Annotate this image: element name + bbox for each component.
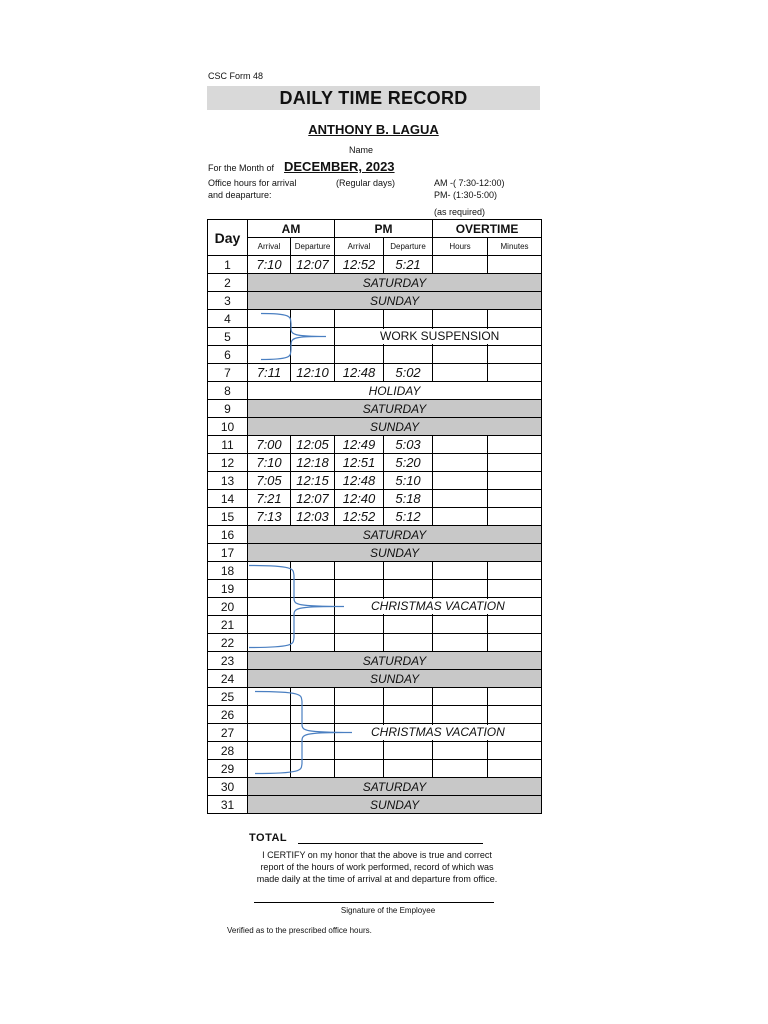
day-cell: 14 <box>208 490 248 508</box>
month-label: For the Month of <box>208 163 275 173</box>
certification-line-2: report of the hours of work performed, record of which was <box>260 862 494 872</box>
pm-arrival-cell: 12:48 <box>335 472 384 490</box>
day-status-cell: SUNDAY <box>248 292 542 310</box>
pm-arrival-cell <box>335 634 384 652</box>
office-hours-label-1: Office hours for arrival <box>208 178 297 188</box>
overtime-hours-cell <box>433 706 488 724</box>
day-cell: 12 <box>208 454 248 472</box>
pm-departure-header: Departure <box>384 238 433 256</box>
header-row-sub <box>208 238 542 256</box>
am-arrival-cell <box>248 562 291 580</box>
pm-departure-cell <box>384 580 433 598</box>
overtime-minutes-cell <box>488 346 542 364</box>
am-arrival-cell <box>248 634 291 652</box>
day-cell: 4 <box>208 310 248 328</box>
pm-departure-cell <box>384 634 433 652</box>
pm-departure-cell: 5:18 <box>384 490 433 508</box>
overtime-minutes-cell <box>488 562 542 580</box>
table-row <box>208 634 542 652</box>
day-cell: 21 <box>208 616 248 634</box>
total-label: TOTAL <box>249 832 288 844</box>
am-departure-cell <box>291 580 335 598</box>
pm-departure-cell <box>384 760 433 778</box>
pm-arrival-cell <box>335 310 384 328</box>
day-status-cell: SATURDAY <box>248 778 542 796</box>
as-required-label: (as required) <box>434 207 486 217</box>
am-arrival-cell <box>248 346 291 364</box>
overtime-minutes-cell <box>488 508 542 526</box>
table-row <box>208 616 542 634</box>
am-departure-cell: 12:18 <box>291 454 335 472</box>
overtime-hours-cell <box>433 508 488 526</box>
day-cell: 2 <box>208 274 248 292</box>
day-status-cell: HOLIDAY <box>248 382 542 400</box>
pm-arrival-cell: 12:52 <box>335 508 384 526</box>
day-cell: 1 <box>208 256 248 274</box>
day-cell: 15 <box>208 508 248 526</box>
table-row <box>208 706 542 724</box>
table-row <box>208 526 542 544</box>
signature-label: Signature of the Employee <box>340 906 436 915</box>
day-cell: 7 <box>208 364 248 382</box>
page-title: DAILY TIME RECORD <box>207 86 540 110</box>
am-arrival-cell: 7:11 <box>248 364 291 382</box>
day-cell: 9 <box>208 400 248 418</box>
table-row <box>208 418 542 436</box>
overtime-hours-header: Hours <box>433 238 488 256</box>
pm-arrival-cell: 12:49 <box>335 436 384 454</box>
day-status-cell: SUNDAY <box>248 670 542 688</box>
pm-arrival-cell <box>335 706 384 724</box>
christmas-vacation-note-2: CHRISTMAS VACATION <box>368 725 508 740</box>
pm-arrival-cell: 12:40 <box>335 490 384 508</box>
pm-arrival-cell <box>335 616 384 634</box>
am-departure-cell <box>291 742 335 760</box>
regular-days-label: (Regular days) <box>336 178 396 188</box>
overtime-minutes-cell <box>488 490 542 508</box>
am-arrival-cell: 7:10 <box>248 454 291 472</box>
day-cell: 31 <box>208 796 248 814</box>
day-cell: 22 <box>208 634 248 652</box>
day-status-cell: SUNDAY <box>248 544 542 562</box>
certification-text <box>232 849 522 885</box>
day-cell: 6 <box>208 346 248 364</box>
am-arrival-cell <box>248 310 291 328</box>
am-arrival-cell <box>248 724 291 742</box>
day-status-cell: SATURDAY <box>248 526 542 544</box>
am-departure-cell <box>291 310 335 328</box>
day-cell: 8 <box>208 382 248 400</box>
am-departure-cell <box>291 328 335 346</box>
table-row <box>208 310 542 328</box>
overtime-minutes-cell <box>488 634 542 652</box>
overtime-hours-cell <box>433 490 488 508</box>
table-row <box>208 670 542 688</box>
am-departure-cell: 12:07 <box>291 490 335 508</box>
am-departure-cell <box>291 724 335 742</box>
am-departure-cell <box>291 634 335 652</box>
table-row <box>208 490 542 508</box>
table-row <box>208 346 542 364</box>
overtime-hours-cell <box>433 562 488 580</box>
pm-departure-cell <box>384 346 433 364</box>
table-row <box>208 274 542 292</box>
table-row <box>208 292 542 310</box>
am-departure-header: Departure <box>291 238 335 256</box>
table-row <box>208 382 542 400</box>
signature-line <box>254 902 494 903</box>
work-suspension-note: WORK SUSPENSION <box>377 329 502 344</box>
overtime-minutes-cell <box>488 256 542 274</box>
overtime-hours-cell <box>433 310 488 328</box>
pm-arrival-cell <box>335 562 384 580</box>
pm-departure-cell: 5:10 <box>384 472 433 490</box>
day-cell: 13 <box>208 472 248 490</box>
office-hours-label-2: and deaparture: <box>208 190 272 200</box>
day-status-cell: SATURDAY <box>248 400 542 418</box>
overtime-minutes-cell <box>488 706 542 724</box>
day-cell: 30 <box>208 778 248 796</box>
am-arrival-cell <box>248 580 291 598</box>
table-row <box>208 400 542 418</box>
day-cell: 29 <box>208 760 248 778</box>
overtime-minutes-cell <box>488 742 542 760</box>
am-departure-cell: 12:15 <box>291 472 335 490</box>
pm-hours-label: PM- (1:30-5:00) <box>434 190 498 200</box>
overtime-hours-cell <box>433 634 488 652</box>
overtime-hours-cell <box>433 742 488 760</box>
pm-arrival-cell: 12:52 <box>335 256 384 274</box>
day-cell: 5 <box>208 328 248 346</box>
am-departure-cell <box>291 346 335 364</box>
overtime-hours-cell <box>433 580 488 598</box>
table-row <box>208 256 542 274</box>
am-arrival-cell: 7:05 <box>248 472 291 490</box>
day-cell: 19 <box>208 580 248 598</box>
overtime-hours-cell <box>433 346 488 364</box>
pm-departure-cell <box>384 742 433 760</box>
am-departure-cell: 12:03 <box>291 508 335 526</box>
overtime-minutes-cell <box>488 454 542 472</box>
pm-arrival-cell <box>335 580 384 598</box>
day-cell: 17 <box>208 544 248 562</box>
employee-name: ANTHONY B. LAGUA <box>308 122 439 137</box>
am-departure-cell <box>291 598 335 616</box>
overtime-minutes-header: Minutes <box>488 238 542 256</box>
day-cell: 26 <box>208 706 248 724</box>
day-cell: 20 <box>208 598 248 616</box>
overtime-hours-cell <box>433 454 488 472</box>
overtime-minutes-cell <box>488 688 542 706</box>
form-number: CSC Form 48 <box>208 71 264 81</box>
overtime-minutes-cell <box>488 760 542 778</box>
overtime-minutes-cell <box>488 472 542 490</box>
overtime-hours-cell <box>433 364 488 382</box>
overtime-header: OVERTIME <box>433 220 542 238</box>
day-status-cell: SUNDAY <box>248 418 542 436</box>
overtime-minutes-cell <box>488 616 542 634</box>
pm-arrival-cell: 12:48 <box>335 364 384 382</box>
table-row <box>208 454 542 472</box>
day-cell: 10 <box>208 418 248 436</box>
table-row <box>208 544 542 562</box>
overtime-minutes-cell <box>488 436 542 454</box>
am-arrival-cell: 7:21 <box>248 490 291 508</box>
am-arrival-cell <box>248 328 291 346</box>
am-arrival-cell <box>248 598 291 616</box>
am-arrival-header: Arrival <box>248 238 291 256</box>
overtime-hours-cell <box>433 688 488 706</box>
day-cell: 24 <box>208 670 248 688</box>
day-cell: 25 <box>208 688 248 706</box>
table-row <box>208 508 542 526</box>
am-arrival-cell <box>248 760 291 778</box>
am-departure-cell: 12:07 <box>291 256 335 274</box>
day-header: Day <box>208 220 248 256</box>
am-departure-cell <box>291 706 335 724</box>
total-line <box>298 843 483 844</box>
pm-arrival-cell <box>335 688 384 706</box>
am-hours-label: AM -( 7:30-12:00) <box>434 178 505 188</box>
day-status-cell: SATURDAY <box>248 652 542 670</box>
pm-arrival-cell <box>335 760 384 778</box>
table-row <box>208 778 542 796</box>
table-row <box>208 472 542 490</box>
table-row <box>208 760 542 778</box>
pm-arrival-cell <box>335 742 384 760</box>
day-cell: 3 <box>208 292 248 310</box>
overtime-minutes-cell <box>488 310 542 328</box>
am-header: AM <box>248 220 335 238</box>
day-status-cell: SUNDAY <box>248 796 542 814</box>
am-arrival-cell <box>248 616 291 634</box>
overtime-minutes-cell <box>488 580 542 598</box>
am-arrival-cell: 7:10 <box>248 256 291 274</box>
pm-departure-cell: 5:03 <box>384 436 433 454</box>
table-row <box>208 562 542 580</box>
am-departure-cell <box>291 688 335 706</box>
overtime-hours-cell <box>433 256 488 274</box>
am-departure-cell: 12:05 <box>291 436 335 454</box>
day-cell: 16 <box>208 526 248 544</box>
am-departure-cell <box>291 616 335 634</box>
header-row-main <box>208 220 542 238</box>
am-departure-cell <box>291 562 335 580</box>
name-label: Name <box>348 145 373 155</box>
day-cell: 11 <box>208 436 248 454</box>
am-departure-cell: 12:10 <box>291 364 335 382</box>
pm-departure-cell <box>384 706 433 724</box>
table-row <box>208 652 542 670</box>
verified-text: Verified as to the prescribed office hours. <box>227 926 372 935</box>
pm-departure-cell <box>384 562 433 580</box>
pm-arrival-header: Arrival <box>335 238 384 256</box>
pm-header: PM <box>335 220 433 238</box>
am-arrival-cell <box>248 706 291 724</box>
pm-arrival-cell: 12:51 <box>335 454 384 472</box>
christmas-vacation-note-1: CHRISTMAS VACATION <box>368 599 508 614</box>
overtime-hours-cell <box>433 616 488 634</box>
am-arrival-cell <box>248 742 291 760</box>
pm-arrival-cell <box>335 346 384 364</box>
overtime-hours-cell <box>433 760 488 778</box>
am-departure-cell <box>291 760 335 778</box>
table-row <box>208 364 542 382</box>
table-row <box>208 580 542 598</box>
day-cell: 28 <box>208 742 248 760</box>
pm-departure-cell <box>384 688 433 706</box>
table-row <box>208 742 542 760</box>
month-value: DECEMBER, 2023 <box>284 159 395 174</box>
am-arrival-cell: 7:00 <box>248 436 291 454</box>
pm-departure-cell: 5:20 <box>384 454 433 472</box>
table-row <box>208 688 542 706</box>
day-cell: 18 <box>208 562 248 580</box>
pm-departure-cell <box>384 310 433 328</box>
overtime-minutes-cell <box>488 364 542 382</box>
table-row <box>208 436 542 454</box>
table-row <box>208 796 542 814</box>
overtime-hours-cell <box>433 472 488 490</box>
pm-departure-cell <box>384 616 433 634</box>
pm-departure-cell: 5:12 <box>384 508 433 526</box>
certification-line-3: made daily at the time of arrival at and departure from office. <box>256 874 498 884</box>
certification-line-1: I CERTIFY on my honor that the above is true and correct <box>262 850 492 860</box>
am-arrival-cell <box>248 688 291 706</box>
day-cell: 27 <box>208 724 248 742</box>
overtime-hours-cell <box>433 436 488 454</box>
day-cell: 23 <box>208 652 248 670</box>
am-arrival-cell: 7:13 <box>248 508 291 526</box>
pm-departure-cell: 5:21 <box>384 256 433 274</box>
day-status-cell: SATURDAY <box>248 274 542 292</box>
pm-departure-cell: 5:02 <box>384 364 433 382</box>
